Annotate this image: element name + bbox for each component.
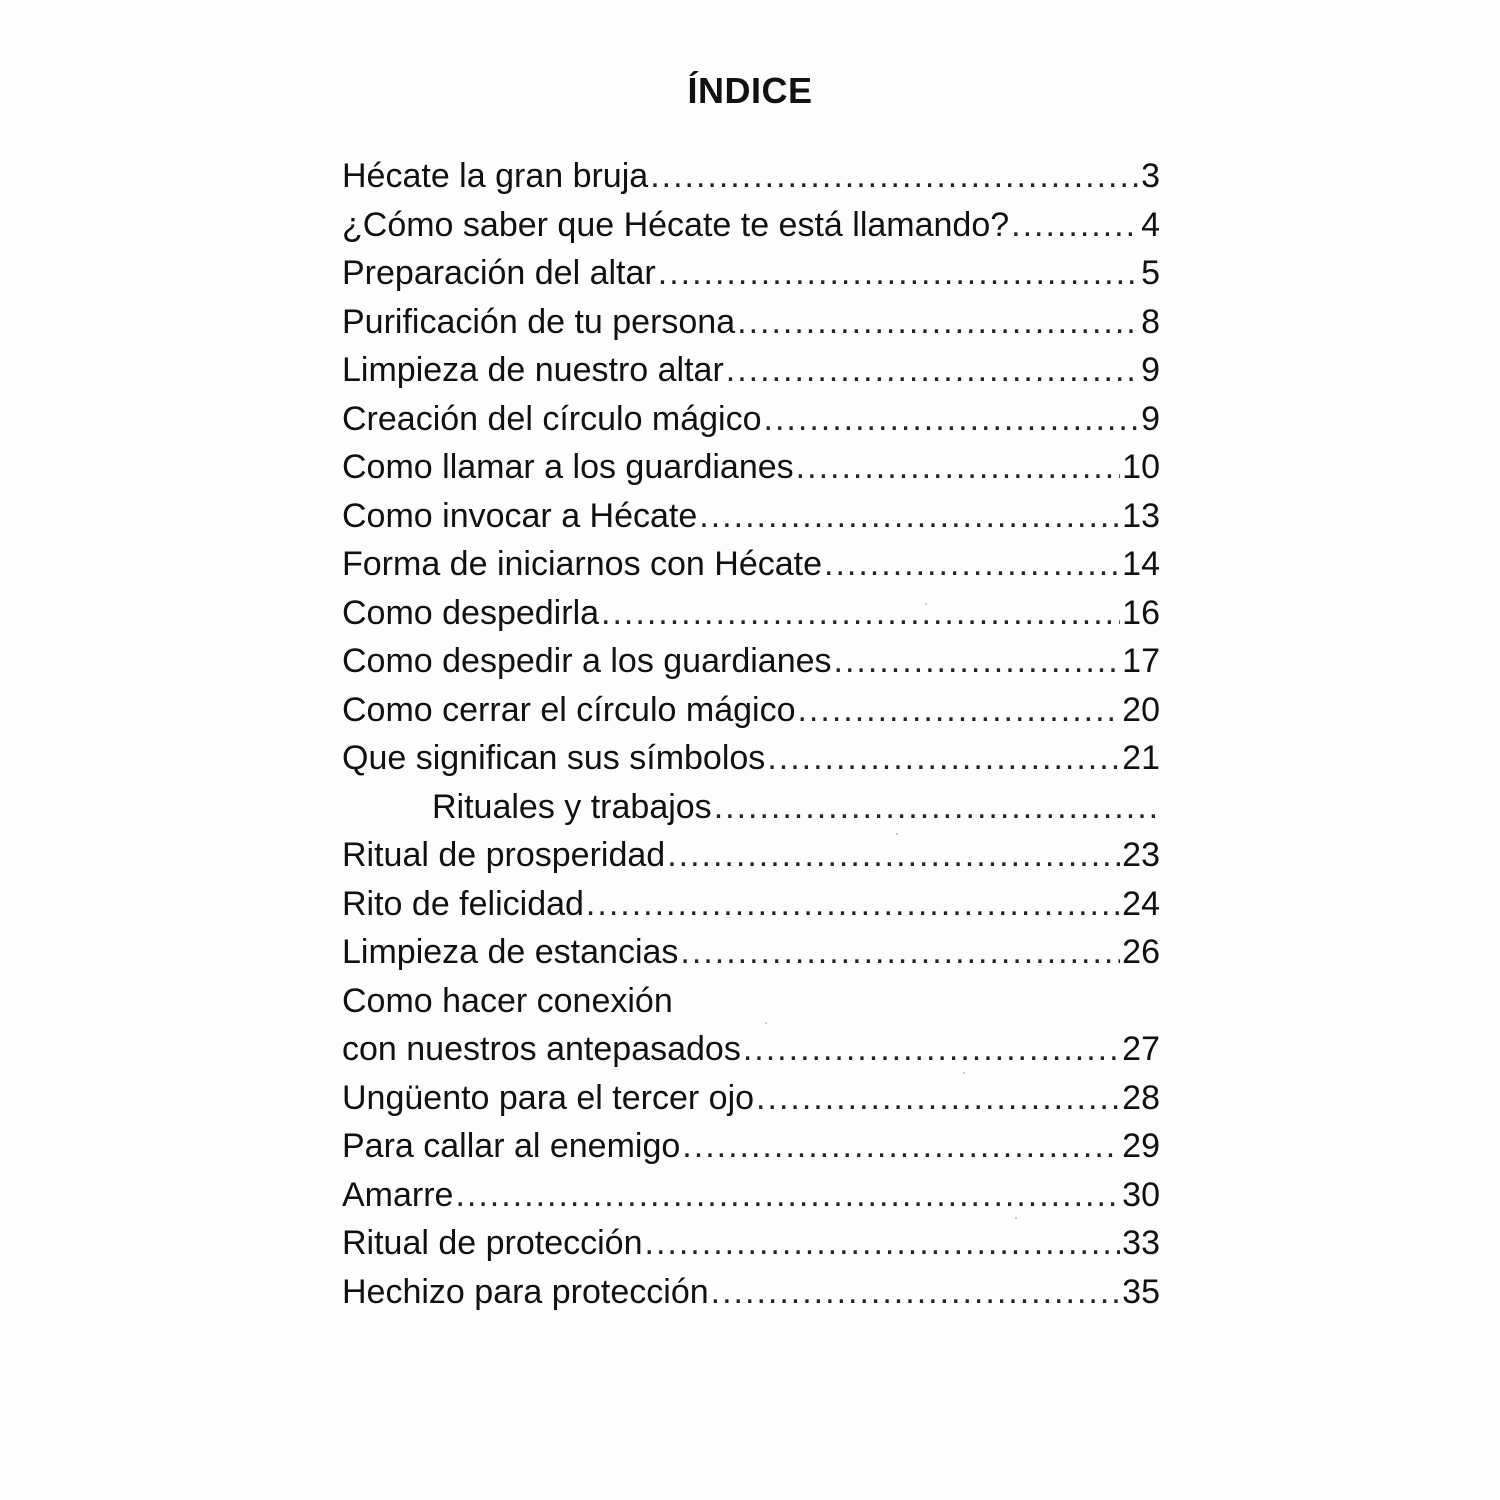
toc-page-number: 3 <box>1141 157 1160 195</box>
toc-entry <box>342 395 1160 444</box>
toc-page-number: 23 <box>1122 836 1160 874</box>
toc-page-number: 30 <box>1122 1175 1160 1214</box>
toc-entry-label: Rituales y trabajos <box>432 787 712 826</box>
toc-entry <box>342 734 1160 783</box>
toc-page-number: 13 <box>1122 496 1160 535</box>
toc-page-number: 33 <box>1122 1224 1160 1262</box>
toc-entry-label: Rito de felicidad <box>342 884 584 923</box>
toc-entry-label: ¿Cómo saber que Hécate te está llamando? <box>342 205 1010 244</box>
toc-entry-label: Como cerrar el círculo mágico <box>342 690 796 729</box>
paper-speck <box>765 1022 767 1024</box>
toc-entry-label: Creación del círculo mágico <box>342 399 762 438</box>
toc-entry <box>342 1025 1160 1074</box>
toc-dot-leader <box>834 637 1121 686</box>
toc-entry <box>342 1268 1160 1317</box>
toc-dot-leader <box>737 298 1139 347</box>
toc-page-number: 10 <box>1122 448 1160 486</box>
toc-entry-label: Hechizo para protección <box>342 1272 709 1311</box>
toc-entry <box>342 589 1160 638</box>
toc-dot-leader <box>743 1025 1120 1074</box>
toc-dot-leader <box>797 686 1120 735</box>
toc-page-number: 28 <box>1122 1078 1160 1117</box>
paper-speck <box>925 603 927 605</box>
toc-entry <box>342 1122 1160 1171</box>
toc-dot-leader <box>796 443 1121 492</box>
toc-entry <box>342 152 1160 201</box>
toc-page-number: 17 <box>1122 642 1160 680</box>
toc-dot-leader <box>455 1171 1120 1220</box>
toc-page-number: 26 <box>1122 933 1160 971</box>
toc-dot-leader <box>711 1268 1121 1317</box>
toc-entry-label: con nuestros antepasados <box>342 1030 741 1068</box>
toc-entry <box>342 928 1160 977</box>
toc-page-number: 4 <box>1141 205 1160 244</box>
toc-section-heading <box>342 783 1160 832</box>
toc-dot-leader <box>1011 201 1139 250</box>
toc-dot-leader <box>645 1219 1121 1268</box>
toc-entry-label: Como despedir a los guardianes <box>342 642 832 680</box>
toc-entry <box>342 201 1160 250</box>
toc-page-number: 24 <box>1122 884 1160 923</box>
toc-dot-leader <box>658 249 1139 298</box>
toc-entry <box>342 249 1160 298</box>
paper-speck <box>963 1072 965 1074</box>
toc-entry-label: Ungüento para el tercer ojo <box>342 1078 755 1117</box>
toc-dot-leader <box>650 152 1139 201</box>
toc-entry <box>342 977 1160 1026</box>
toc-entry <box>342 637 1160 686</box>
toc-page-number: 9 <box>1141 399 1160 438</box>
toc-entry-label: Limpieza de estancias <box>342 933 679 971</box>
toc-entry <box>342 1074 1160 1123</box>
toc-dot-leader <box>680 928 1120 977</box>
toc-dot-leader <box>667 831 1120 880</box>
toc-entry <box>342 443 1160 492</box>
toc-page-number: 20 <box>1122 690 1160 729</box>
toc-entry-label: Ritual de prosperidad <box>342 836 666 874</box>
toc-page-number: 35 <box>1122 1272 1160 1311</box>
toc-entry-label: Para callar al enemigo <box>342 1127 681 1165</box>
toc-entry-label: Como hacer conexión <box>342 981 673 1020</box>
toc-entry-label: Purificación de tu persona <box>342 302 736 341</box>
toc-entry-label: Como invocar a Hécate <box>342 496 698 535</box>
toc-dot-leader <box>682 1122 1120 1171</box>
toc-entry-label: Hécate la gran bruja <box>342 157 649 195</box>
toc-entry-label: Amarre <box>342 1175 454 1214</box>
toc-page-number: 21 <box>1122 739 1160 777</box>
toc-page-number: 27 <box>1122 1030 1160 1068</box>
toc-entry <box>342 686 1160 735</box>
toc-dot-leader <box>824 540 1120 589</box>
toc-entry <box>342 540 1160 589</box>
toc-dot-leader <box>726 346 1139 395</box>
paper-speck <box>896 833 898 835</box>
page-title: ÍNDICE <box>687 70 813 111</box>
toc-dot-leader <box>767 734 1120 783</box>
toc-entry-label: Preparación del altar <box>342 254 656 292</box>
toc-entry <box>342 880 1160 929</box>
toc-entry <box>342 298 1160 347</box>
toc-entry <box>342 1219 1160 1268</box>
toc-entry-label: Como llamar a los guardianes <box>342 448 794 486</box>
toc-entry-label: Limpieza de nuestro altar <box>342 351 724 389</box>
toc-entry <box>342 1171 1160 1220</box>
toc-entry-label: Ritual de protección <box>342 1224 643 1262</box>
toc-page-number: 8 <box>1141 302 1160 341</box>
paper-speck <box>1015 1217 1017 1219</box>
toc-entry-label: Que significan sus símbolos <box>342 739 766 777</box>
toc-page-number: 9 <box>1141 351 1160 389</box>
toc-dot-leader <box>601 589 1120 638</box>
toc-page-number: 14 <box>1122 545 1160 583</box>
toc-page-number: 16 <box>1122 593 1160 632</box>
toc-dot-leader <box>699 492 1120 541</box>
toc-entry-label: Forma de iniciarnos con Hécate <box>342 545 823 583</box>
toc-entry <box>342 831 1160 880</box>
toc-entry <box>342 492 1160 541</box>
toc-page-number: 29 <box>1122 1127 1160 1165</box>
toc-dot-leader <box>714 783 1158 832</box>
toc-dot-leader <box>764 395 1140 444</box>
toc-dot-leader <box>756 1074 1120 1123</box>
toc-page-number: 5 <box>1141 254 1160 292</box>
toc-entry <box>342 346 1160 395</box>
toc-dot-leader <box>586 880 1120 929</box>
table-of-contents <box>342 152 1160 1316</box>
toc-entry-label: Como despedirla <box>342 593 600 632</box>
